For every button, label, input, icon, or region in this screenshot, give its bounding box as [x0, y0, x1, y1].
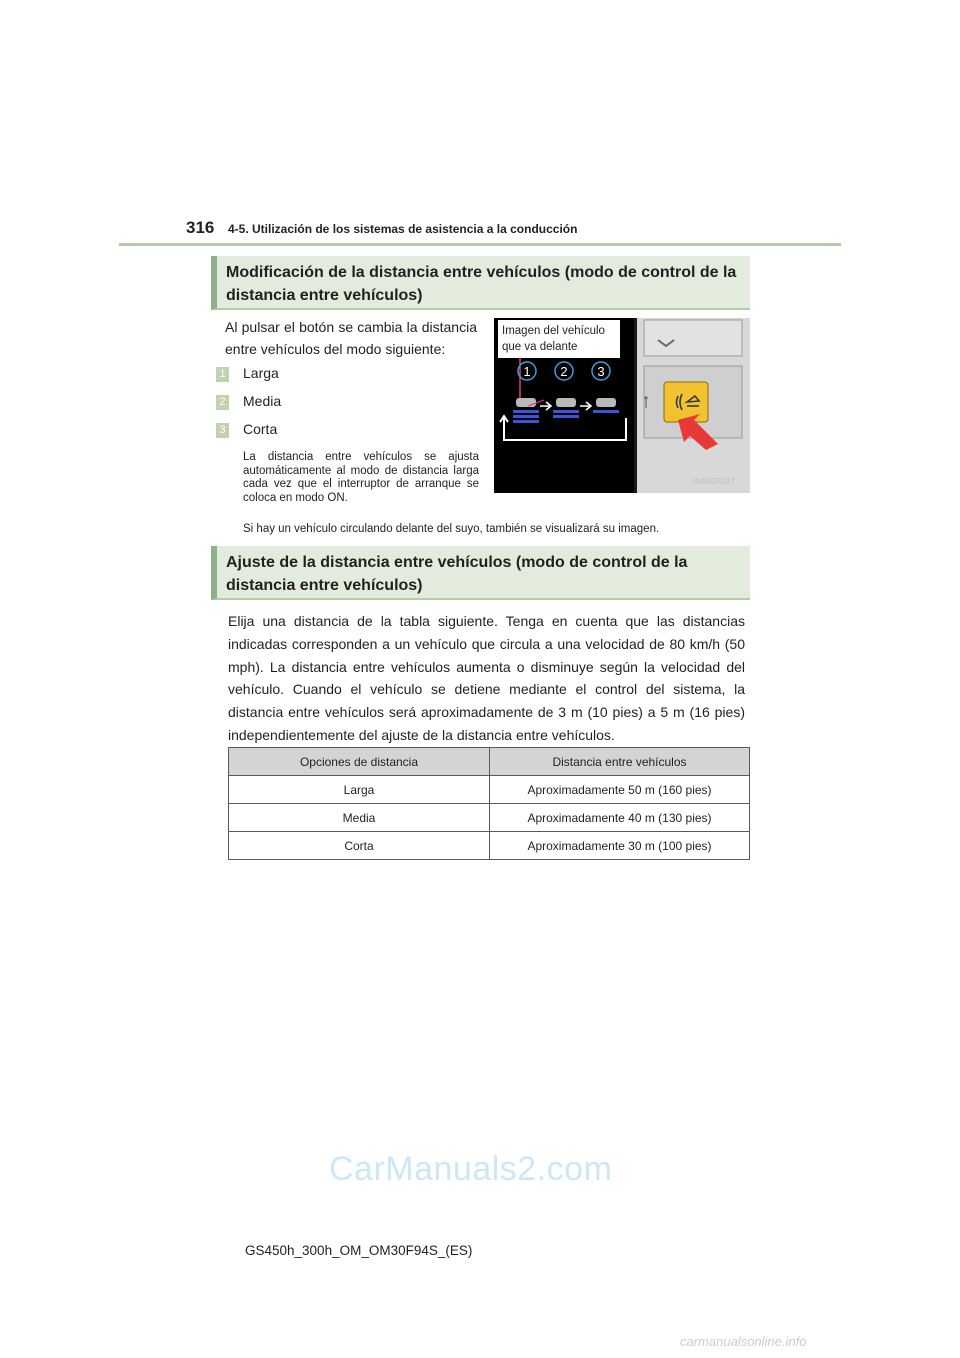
- section-heading-distance-setting: Ajuste de la distancia entre vehículos (modo de control de la distancia entre vehículos): [211, 546, 750, 600]
- table-row: [229, 776, 750, 804]
- body-paragraph: Elija una distancia de la tabla siguiente. Tenga en cuenta que las distancias indicadas corresponden a un vehículo que circula a una velocidad de 80 km/h (50 mph). La distancia entre vehículos aumenta o disminuye según la velocidad del vehículo. Cuando el vehículo se detiene mediante el control del sistema, la distancia entre vehículos será aproximadamente de 3 m (10 pies) a 5 m (16 pies) independientemente del ajuste de la distancia entre vehículos.: [228, 613, 745, 743]
- distance-display-figure: [494, 318, 750, 493]
- figure-code: IN45GS317: [693, 477, 735, 486]
- table-header-row: [229, 748, 750, 776]
- option-label: Corta: [243, 421, 278, 437]
- column-header: Opciones de distancia: [229, 748, 490, 776]
- table-row: [229, 832, 750, 860]
- list-item: [216, 420, 336, 442]
- callout-label: 2: [560, 364, 568, 379]
- chapter-title: 4-5. Utilización de los sistemas de asistencia a la conducción: [228, 222, 578, 236]
- option-label: Larga: [243, 365, 279, 381]
- table-cell: Aproximadamente 30 m (100 pies): [490, 832, 750, 860]
- number-badge: 2: [216, 395, 229, 410]
- header-rule: [119, 243, 841, 246]
- figure-caption: Imagen del vehículo que va delante: [498, 320, 620, 358]
- document-code: GS450h_300h_OM_OM30F94S_(ES): [245, 1243, 473, 1258]
- table-cell: Aproximadamente 40 m (130 pies): [490, 804, 750, 832]
- page-number: 316: [186, 218, 215, 237]
- watermark-logo: CarManuals2.com: [329, 1150, 613, 1188]
- number-badge: 1: [216, 367, 229, 382]
- section-heading-distance-change: Modificación de la distancia entre vehículos (modo de control de la distancia entre vehículos): [211, 256, 750, 310]
- option-label: Media: [243, 393, 282, 409]
- list-item: [216, 392, 336, 414]
- upper-switch: [644, 320, 742, 356]
- intro-paragraph: Al pulsar el botón se cambia la distancia entre vehículos del modo siguiente:: [225, 319, 477, 357]
- list-item: [216, 364, 336, 386]
- callout-label: 3: [597, 364, 605, 379]
- car-icon: [593, 398, 619, 413]
- table-cell: Aproximadamente 50 m (160 pies): [490, 776, 750, 804]
- table-cell: Media: [229, 804, 490, 832]
- table-row: [229, 804, 750, 832]
- column-header: Distancia entre vehículos: [490, 748, 750, 776]
- table-cell: Corta: [229, 832, 490, 860]
- number-badge: 3: [216, 423, 229, 438]
- distance-table: [228, 747, 750, 860]
- note-auto-reset: La distancia entre vehículos se ajusta automáticamente al modo de distancia larga cada vez que el interruptor de arranque se coloca en modo ON.: [243, 451, 479, 504]
- callout-label: 1: [523, 364, 531, 379]
- table-cell: Larga: [229, 776, 490, 804]
- note-vehicle-image: Si hay un vehículo circulando delante del suyo, también se visualizará su imagen.: [243, 523, 660, 535]
- site-watermark: carmanualsonline.info: [680, 1334, 807, 1349]
